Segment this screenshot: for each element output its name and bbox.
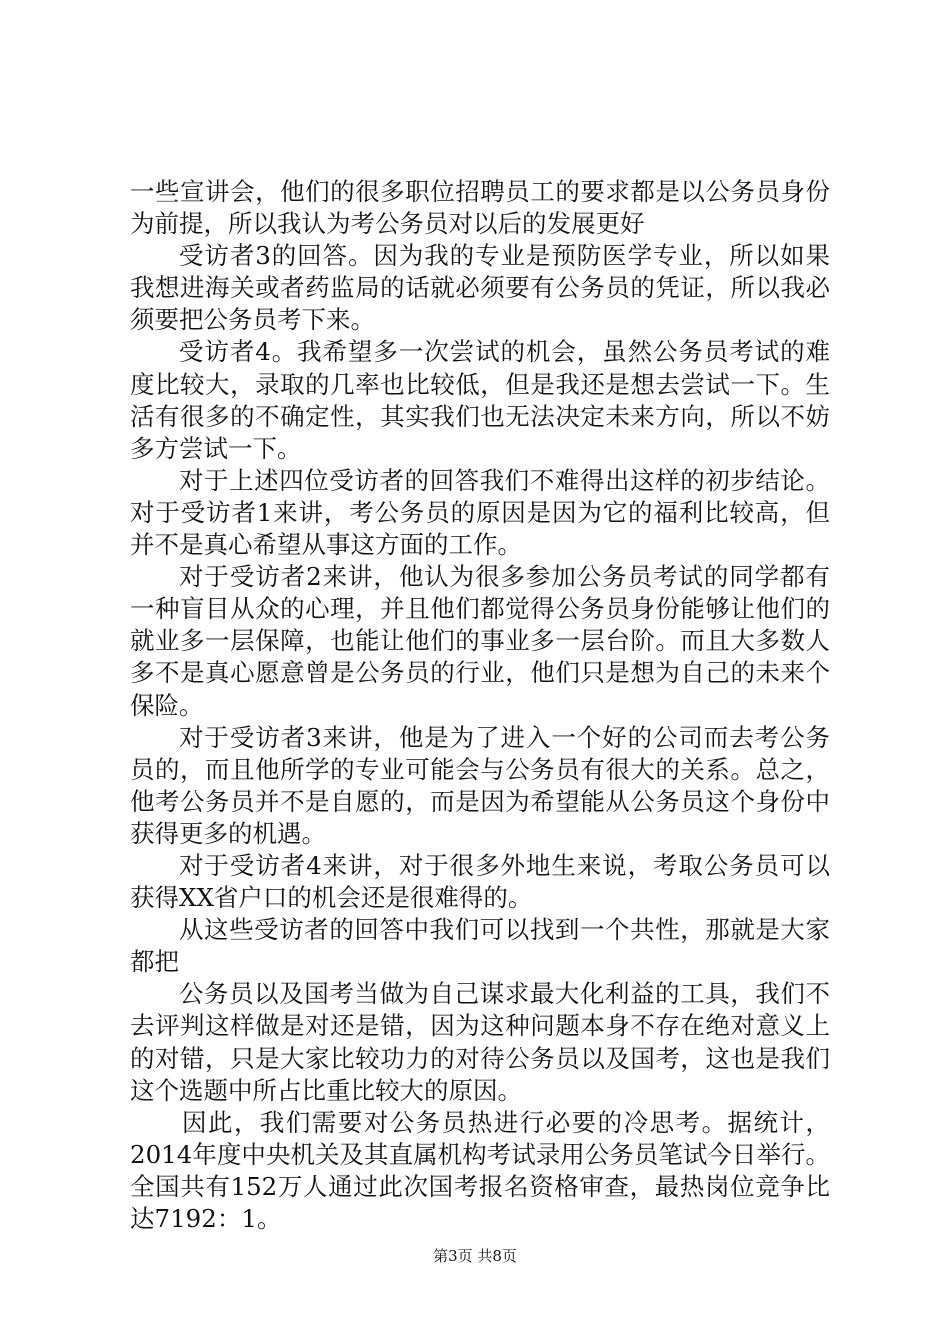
paragraph-5: 对于受访者2来讲，他认为很多参加公务员考试的同学都有一种盲目从众的心理，并且他们都觉得公务员身份能够让他们的就业多一层保障，也能让他们的事业多一层台阶。而且大多数人多不是真心愿意曾是公务员的行业，他们只是想为自己的未来个保险。: [130, 562, 830, 720]
paragraph-6: 对于受访者3来讲，他是为了进入一个好的公司而去考公务员的，而且他所学的专业可能会与公务员有很大的关系。总之，他考公务员并不是自愿的，而是因为希望能从公务员这个身份中获得更多的机遇。: [130, 722, 830, 848]
page-number-label: 第3页 共8页: [433, 1247, 517, 1265]
paragraph-7: 对于受访者4来讲，对于很多外地生来说，考取公务员可以获得XX省户口的机会还是很难得的。: [130, 850, 830, 913]
document-body: [130, 176, 830, 1235]
paragraph-8: 从这些受访者的回答中我们可以找到一个共性，那就是大家都把: [130, 915, 830, 977]
paragraph-4: 对于上述四位受访者的回答我们不难得出这样的初步结论。对于受访者1来讲，考公务员的原因是因为它的福利比较高，但并不是真心希望从事这方面的工作。: [130, 465, 830, 560]
paragraph-2: 受访者3的回答。因为我的专业是预防医学专业，所以如果我想进海关或者药监局的话就必须要有公务员的凭证，所以我必须要把公务员考下来。: [130, 241, 830, 335]
page-footer: [0, 1246, 950, 1266]
paragraph-1: 一些宣讲会，他们的很多职位招聘员工的要求都是以公务员身份为前提，所以我认为考公务员对以后的发展更好: [130, 177, 830, 239]
paragraph-9: 公务员以及国考当做为自己谋求最大化利益的工具，我们不去评判这样做是对还是错，因为这种问题本身不存在绝对意义上的对错，只是大家比较功力的对待公务员以及国考，这也是我们这个选题中所占比重比较大的原因。: [130, 979, 830, 1105]
paragraph-3: 受访者4。我希望多一次尝试的机会，虽然公务员考试的难度比较大，录取的几率也比较低，但是我还是想去尝试一下。生活有很多的不确定性，其实我们也无法决定未来方向，所以不妨多方尝试一下。: [130, 337, 830, 463]
paragraph-10: 因此，我们需要对公务员热进行必要的冷思考。据统计，2014年度中央机关及其直属机构考试录用公务员笔试今日举行。全国共有152万人通过此次国考报名资格审查，最热岗位竞争比达7192：1。: [130, 1107, 830, 1233]
